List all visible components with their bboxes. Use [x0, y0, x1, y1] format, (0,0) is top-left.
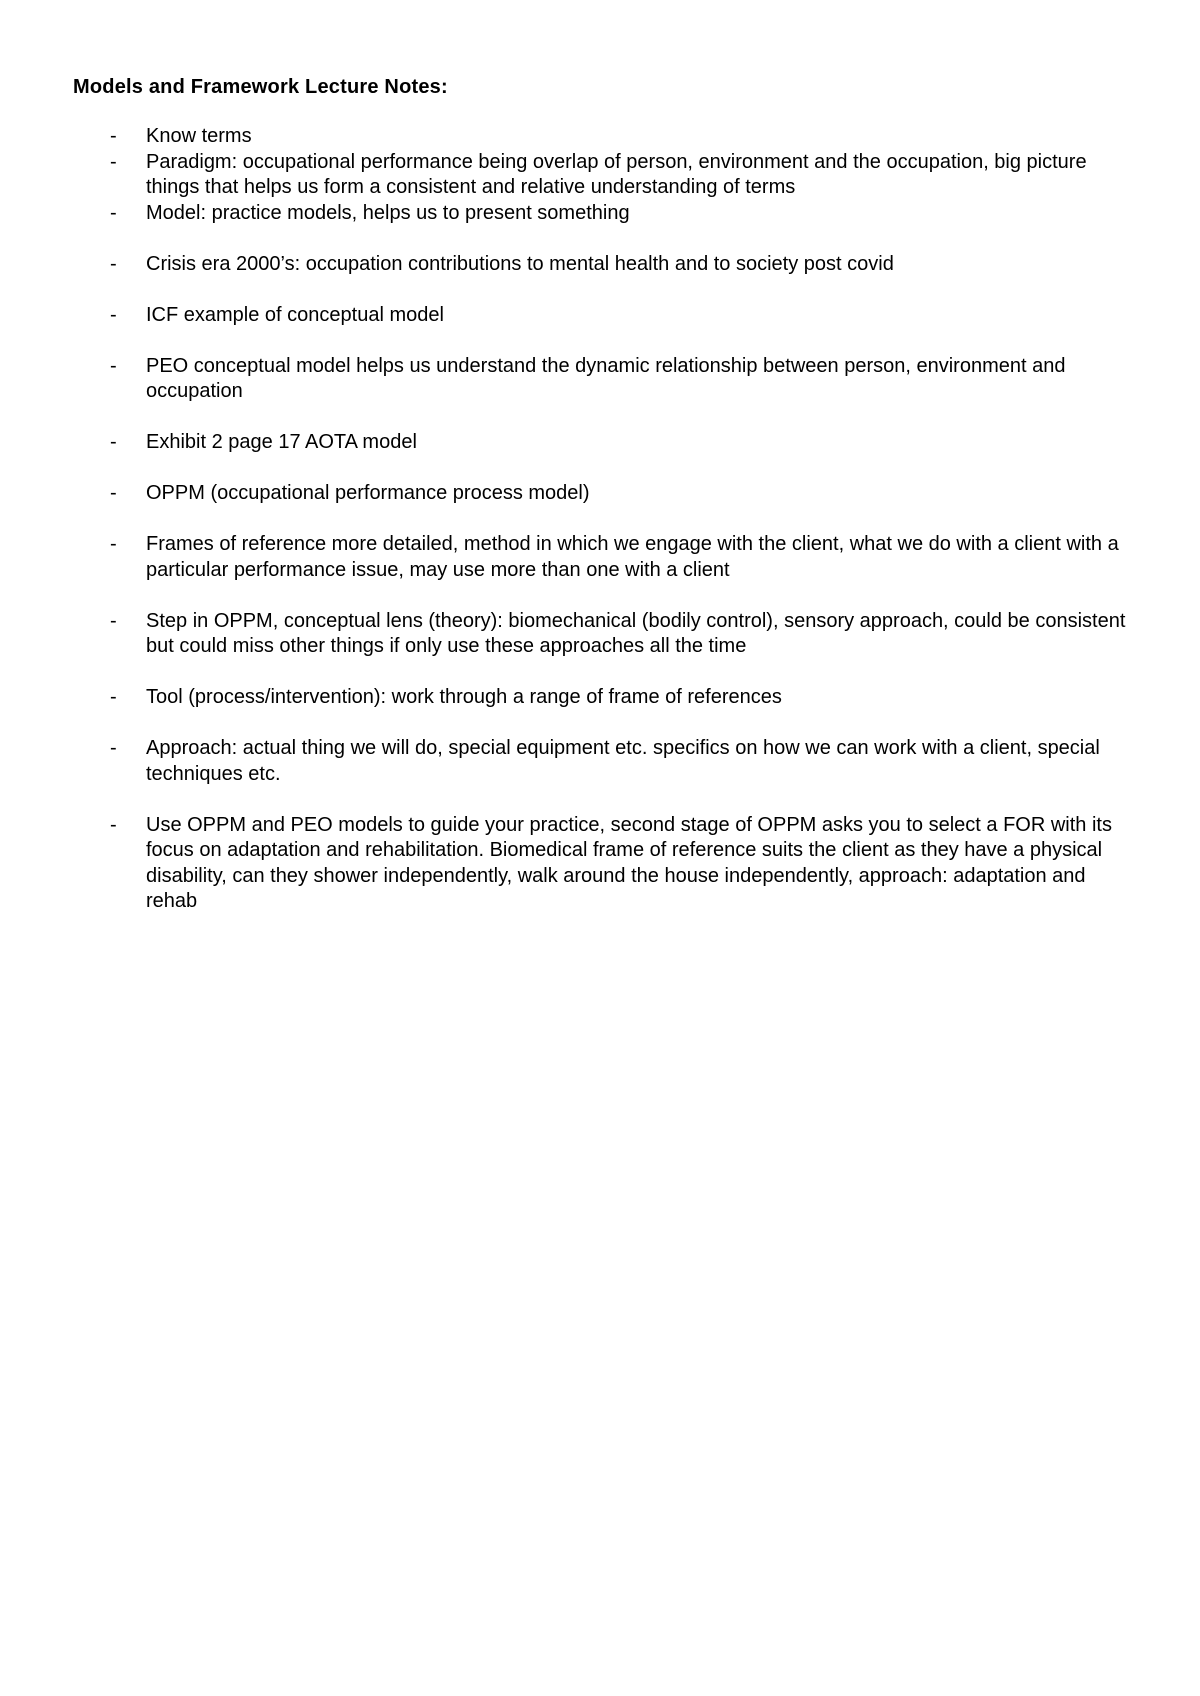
- list-item: [0, 124, 1200, 150]
- note-text: OPPM (occupational performance process model): [146, 482, 590, 504]
- bullet-dash: -: [110, 252, 117, 275]
- note-text: PEO conceptual model helps us understand the dynamic relationship between person, environment and occupation: [146, 354, 1066, 402]
- note-text: Tool (process/intervention): work through a range of frame of references: [146, 686, 782, 708]
- note-text: Frames of reference more detailed, method in which we engage with the client, what we do with a client with a particular performance issue, may use more than one with a client: [146, 533, 1119, 581]
- list-item: [0, 813, 1200, 915]
- list-item: [0, 481, 1200, 507]
- bullet-dash: -: [110, 150, 117, 173]
- note-text: Know terms: [146, 125, 252, 147]
- note-text: Step in OPPM, conceptual lens (theory): biomechanical (bodily control), sensory approach, could be consistent but could miss other things if only use these approaches all the time: [146, 609, 1126, 657]
- bullet-dash: -: [110, 609, 117, 632]
- document-title: Models and Framework Lecture Notes:: [73, 76, 448, 98]
- list-item: [0, 532, 1200, 583]
- list-item: [0, 430, 1200, 456]
- note-text: Exhibit 2 page 17 AOTA model: [146, 431, 417, 453]
- note-text: Paradigm: occupational performance being overlap of person, environment and the occupation, big picture things that helps us form a consistent and relative understanding of terms: [146, 150, 1087, 198]
- bullet-dash: -: [110, 303, 117, 326]
- list-item: [0, 354, 1200, 405]
- list-item: [0, 150, 1200, 201]
- note-text: Model: practice models, helps us to present something: [146, 201, 630, 224]
- list-item: [0, 252, 1200, 278]
- bullet-dash: -: [110, 201, 117, 224]
- list-item: [0, 303, 1200, 329]
- bullet-dash: -: [110, 354, 117, 377]
- list-item: [0, 201, 1200, 227]
- bullet-dash: -: [110, 125, 117, 147]
- notes-list: [0, 124, 1200, 915]
- list-item: [0, 609, 1200, 660]
- bullet-dash: -: [110, 686, 117, 708]
- bullet-dash: -: [110, 431, 117, 453]
- note-text: Approach: actual thing we will do, special equipment etc. specifics on how we can work with a client, special techniques etc.: [146, 737, 1100, 785]
- bullet-dash: -: [110, 813, 117, 836]
- bullet-dash: -: [110, 533, 117, 555]
- note-text: ICF example of conceptual model: [146, 303, 444, 326]
- list-item: [0, 685, 1200, 711]
- list-item: [0, 736, 1200, 787]
- note-text: Use OPPM and PEO models to guide your practice, second stage of OPPM asks you to select a FOR with its focus on adaptation and rehabilitation. Biomedical frame of reference suits the client as they have a physical disability, can they shower independently, walk around the house independently, approach: adaptation and rehab: [146, 813, 1112, 912]
- bullet-dash: -: [110, 482, 117, 504]
- bullet-dash: -: [110, 737, 117, 759]
- note-text: Crisis era 2000’s: occupation contributions to mental health and to society post covid: [146, 252, 894, 275]
